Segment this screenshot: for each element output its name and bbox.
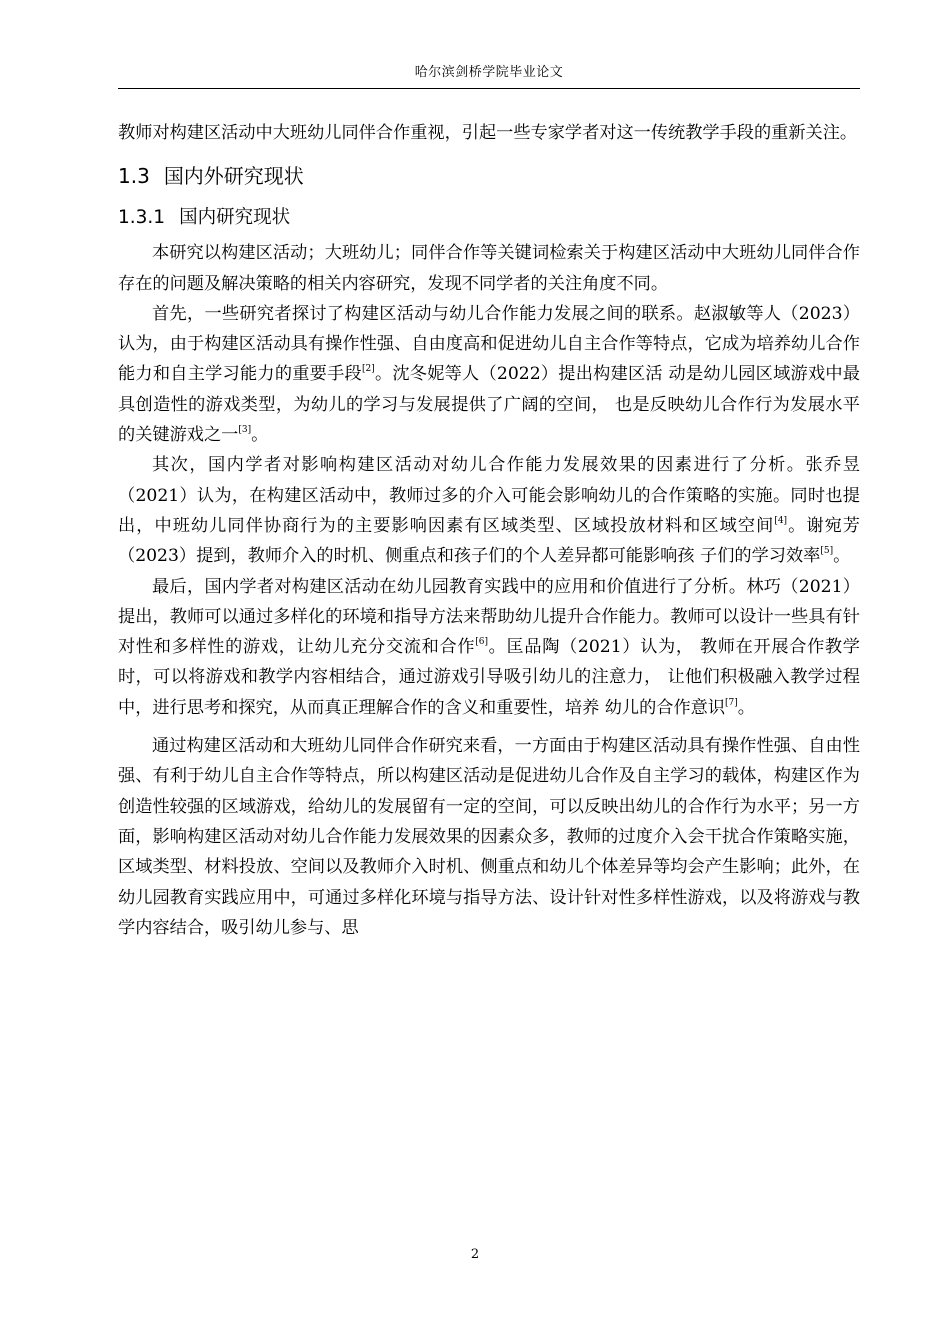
subsection-heading [118,198,860,238]
section-heading [118,156,860,196]
citation-2: [2] [361,364,375,375]
section-title: 国内外研究现状 [163,164,304,189]
citation-6: [6] [475,637,488,648]
paragraph-3-text-c: 。 [833,546,851,567]
subsection-title: 国内研究现状 [179,207,291,229]
citation-4: [4] [774,515,788,526]
page-number: 2 [470,1247,480,1262]
paragraph-3-text-b: 。谢宛芳（2023）提到，教师介入的时机、侧重点和孩子们的个人差异都可能影响孩 子们的学习效率 [118,515,860,567]
paragraph-3 [118,450,860,571]
paragraph-5: 通过构建区活动和大班幼儿同伴合作研究来看，一方面由于构建区活动具有操作性强、自由性强、有利于幼儿自主合作等特点，所以构建区活动是促进幼儿合作及自主学习的载体，构建区作为创造性较强的区域游戏，给幼儿的发展留有一定的空间，可以反映出幼儿的合作行为水平；另一方面，影响构建区活动对幼儿合作能力发展效果的因素众多，教师的过度介入会干扰合作策略实施，区域类型、材料投放、空间以及教师介入时机、侧重点和幼儿个体差异等均会产生影响；此外，在幼儿园教育实践应用中，可通过多样化环境与指导方法、设计针对性多样性游戏，以及将游戏与教学内容结合，吸引幼儿参与、思 [118,736,860,938]
intro-paragraph: 教师对构建区活动中大班幼儿同伴合作重视，引起一些专家学者对这一传统教学手段的重新关注。 [118,123,858,143]
header-title: 哈尔滨剑桥学院毕业论文 [414,65,564,80]
section-number: 1.3 [118,164,150,189]
paragraph-2 [118,299,860,450]
paragraph-1: 本研究以构建区活动；大班幼儿；同伴合作等关键词检索关于构建区活动中大班幼儿同伴合作存在的问题及解决策略的相关内容研究，发现不同学者的关注角度不同。 [118,243,860,294]
paragraph-4-text-b: 。匡品陶（2021）认为， 教师在开展合作教学时，可以将游戏和教学内容相结合，通过游戏引导吸引幼儿的注意力， 让他们积极融入教学过程中，进行思考和探究，从而真正理解合作的含义和重要性，培养 幼儿的合作意识 [118,637,860,718]
page-header [118,62,860,89]
paragraph-4-text-c: 。 [737,697,755,718]
paragraph-3-text-a: 其次，国内学者对影响构建区活动对幼儿合作能力发展效果的因素进行了分析。张乔昱（2021）认为，在构建区活动中，教师过多的介入可能会影响幼儿的合作策略的实施。同时也提出，中班幼儿同伴协商行为的主要影响因素有区域类型、区域投放材料和区域空间 [118,455,860,536]
paragraph-2-text-c: 。 [251,425,269,446]
citation-3: [3] [238,425,252,436]
citation-5: [5] [820,546,834,557]
paragraph-2-text-b: 。沈冬妮等人（2022）提出构建区活 动是幼儿园区域游戏中最具创造性的游戏类型，为幼儿的学习与发展提供了广阔的空间， 也是反映幼儿合作行为发展水平的关键游戏之一 [118,364,860,446]
subsection-number: 1.3.1 [118,207,166,229]
paragraph-4-text-a: 最后，国内学者对构建区活动在幼儿园教育实践中的应用和价值进行了分析。林巧（2021）提出，教师可以通过多样化的环境和指导方法来帮助幼儿提升合作能力。教师可以设计一些具有针对性和多样性的游戏，让幼儿充分交流和合作 [118,576,860,658]
page-body [118,118,860,943]
paragraph-4 [118,572,860,723]
citation-7: [7] [725,697,738,708]
paragraph-2-text-a: 首先，一些研究者探讨了构建区活动与幼儿合作能力发展之间的联系。赵淑敏等人（2023）认为，由于构建区活动具有操作性强、自由度高和促进幼儿自主合作等特点，它成为培养幼儿合作能力和自主学习能力的重要手段 [118,303,860,385]
